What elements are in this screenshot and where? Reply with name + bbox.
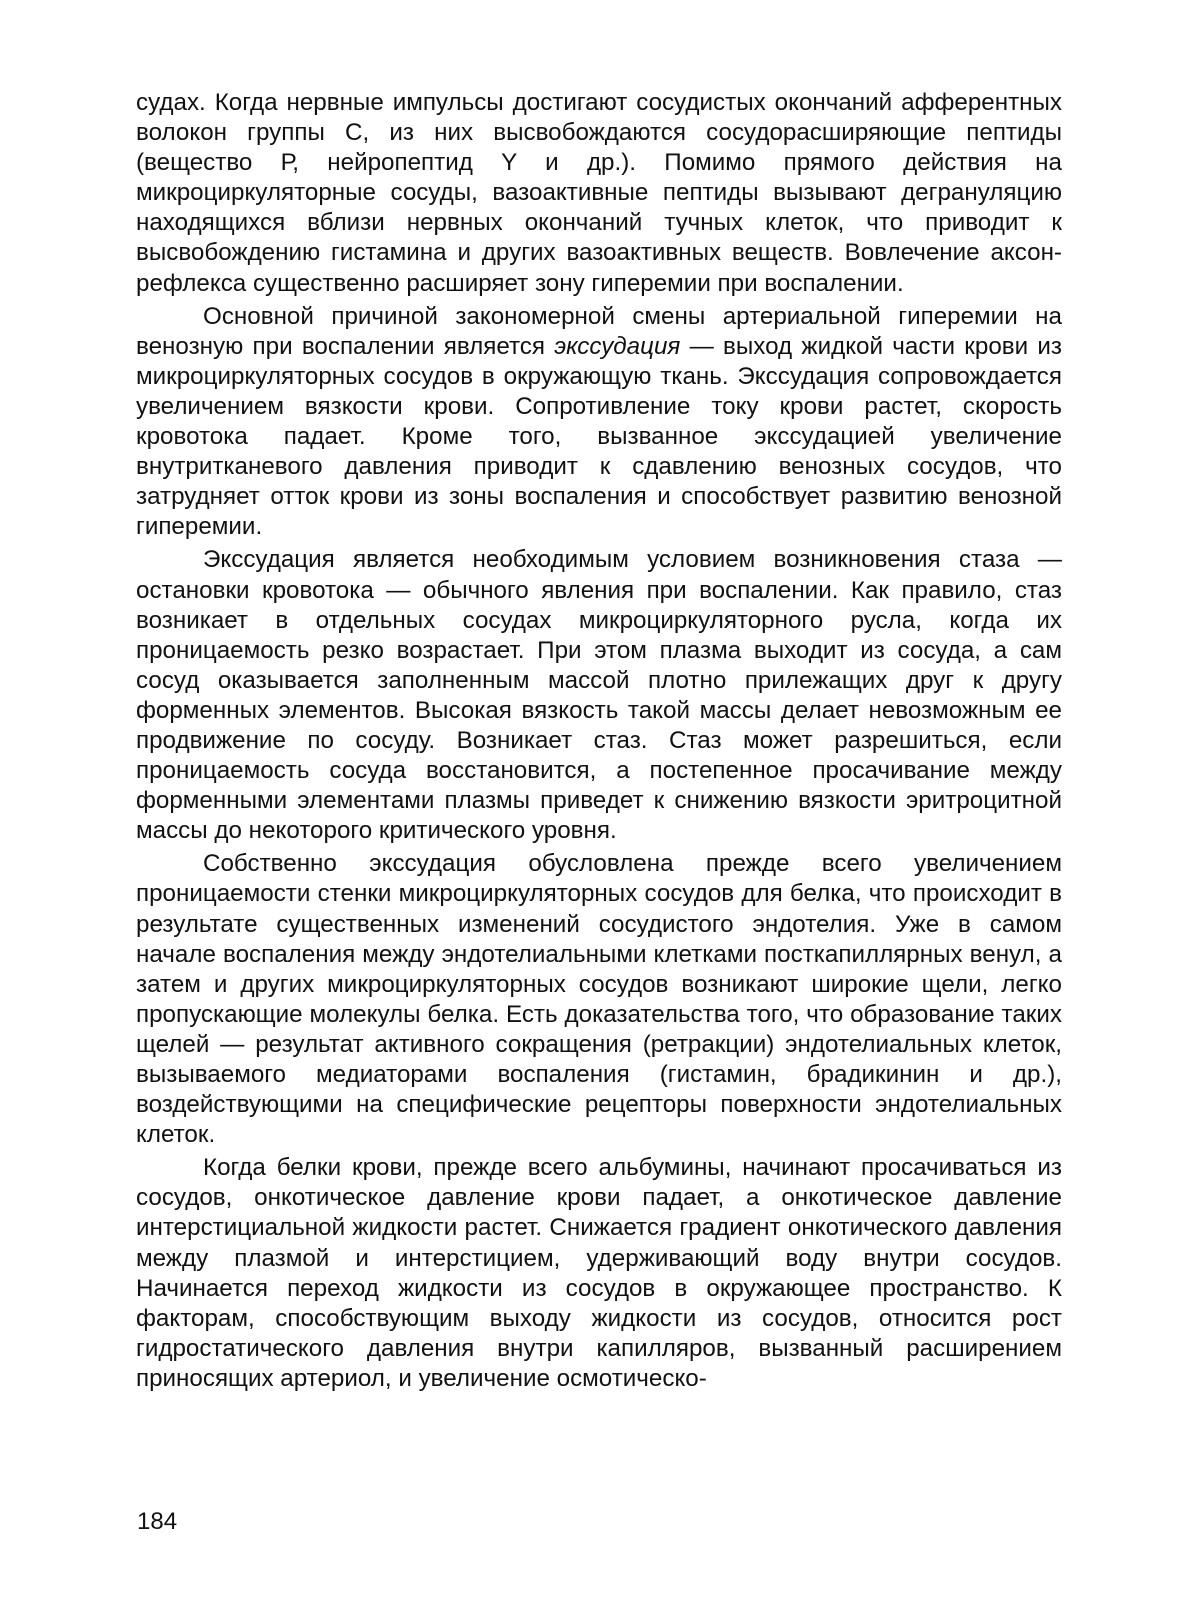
- paragraph-5: [136, 1153, 1062, 1394]
- paragraph-4-text: Собственно экссудация обусловлена прежде всего увеличением проницаемости стенки микроциркуляторных сосудов для белка, что происходит в результате существенных изменений сосудистого эндотелия. Уже в самом начале воспаления между эндотелиальными клетками посткапиллярных венул, а затем и других микроциркуляторных сосудов возникают широкие щели, легко пропускающие молекулы белка. Есть доказательства того, что образование таких щелей — результат активного сокращения (ретракции) эндотелиальных клеток, вызываемого медиаторами воспаления (гистамин, брадикинин и др.), воздействующими на специфические рецепторы поверхности эндотелиальных клеток.: [136, 850, 1062, 1149]
- paragraph-3-text: Экссудация является необходимым условием возникновения стаза — остановки кровотока — обычного явления при воспалении. Как правило, стаз возникает в отдельных сосудах микроциркуляторного русла, когда их проницаемость резко возрастает. При этом плазма выходит из сосуда, а сам сосуд оказывается заполненным массой плотно прилежащих друг к другу форменных элементов. Высокая вязкость такой массы делает невозможным ее продвижение по сосуду. Возникает стаз. Стаз может разрешиться, если проницаемость сосуда восстановится, а постепенное просачивание между форменными элементами плазмы приведет к снижению вязкости эритроцитной массы до некоторого критического уровня.: [136, 546, 1062, 845]
- paragraph-4: [136, 849, 1062, 1150]
- paragraph-2-text-start: Основной причиной закономерной смены артериальной гиперемии на венозную при воспалении является: [136, 302, 1062, 360]
- paragraph-1: [136, 88, 1062, 299]
- paragraph-2: [136, 302, 1062, 543]
- paragraph-2-text-end: — выход жидкой части крови из микроциркуляторных сосудов в окружающую ткань. Экссудация сопровождается увеличением вязкости крови. Сопротивление току крови растет, скорость кровотока падает. Кроме того, вызванное экссудацией увеличение внутритканевого давления приводит к сдавлению венозных сосудов, что затрудняет отток крови из зоны воспаления и способствует развитию венозной гиперемии.: [136, 332, 1063, 541]
- paragraph-1-text: судах. Когда нервные импульсы достигают сосудистых окончаний афферентных волокон группы С, из них высвобождаются сосудорасширяющие пептиды (вещество Р, нейропептид Y и др.). Помимо прямого действия на микроциркуляторные сосуды, вазоактивные пептиды вызывают дегрануляцию находящихся вблизи нервных окончаний тучных клеток, что приводит к высвобождению гистамина и других вазоактивных веществ. Вовлечение аксон-рефлекса существенно расширяет зону гиперемии при воспалении.: [136, 89, 1062, 297]
- page-number: 184: [137, 1508, 178, 1535]
- term-exudation: экссудация: [554, 332, 681, 360]
- paragraph-3: [136, 545, 1062, 846]
- paragraph-5-text: Когда белки крови, прежде всего альбумины, начинают просачиваться из сосудов, онкотическое давление крови падает, а онкотическое давление интерстициальной жидкости растет. Снижается градиент онкотического давления между плазмой и интерстицием, удерживающий воду внутри сосудов. Начинается переход жидкости из сосудов в окружающее пространство. К факторам, способствующим выходу жидкости из сосудов, относится рост гидростатического давления внутри капилляров, вызванный расширением приносящих артериол, и увеличение осмотическо-: [136, 1154, 1062, 1392]
- page-body: [136, 88, 1062, 1394]
